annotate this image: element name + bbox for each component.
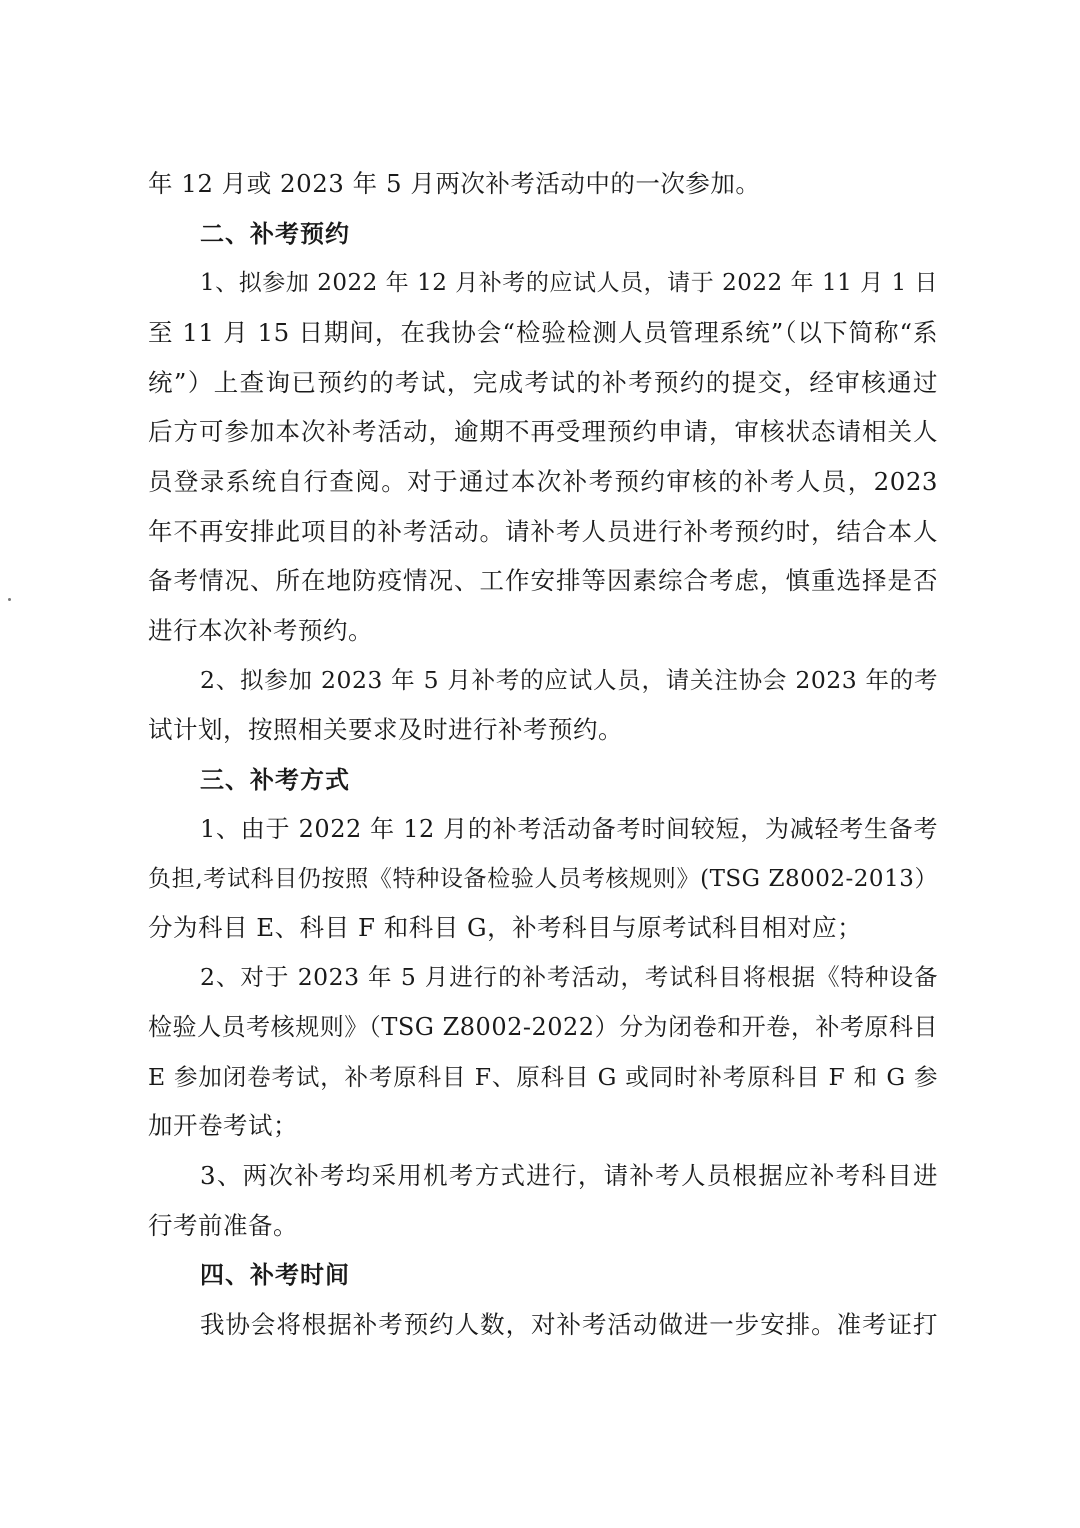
paragraph-line: 我协会将根据补考预约人数，对补考活动做进一步安排。准考证打	[200, 1310, 938, 1339]
section-heading-appointment: 二、补考预约	[200, 220, 350, 248]
paragraph-line: 2、对于 2023 年 5 月进行的补考活动，考试科目将根据《特种设备	[200, 963, 938, 991]
paragraph-line: 2、拟参加 2023 年 5 月补考的应试人员，请关注协会 2023 年的考	[200, 666, 938, 694]
paragraph-line: 加开卷考试；	[148, 1111, 298, 1140]
paragraph-line: 进行本次补考预约。	[148, 616, 373, 645]
paragraph-line: E 参加闭卷考试，补考原科目 F、原科目 G 或同时补考原科目 F 和 G 参	[148, 1063, 938, 1091]
paragraph-line: 年不再安排此项目的补考活动。请补考人员进行补考预约时，结合本人	[148, 517, 938, 546]
paragraph-line: 检验人员考核规则》（TSG Z8002-2022）分为闭卷和开卷，补考原科目	[148, 1013, 938, 1041]
paragraph-line: 行考前准备。	[148, 1211, 298, 1240]
section-heading-time: 四、补考时间	[200, 1261, 350, 1289]
paragraph-line: 至 11 月 15 日期间，在我协会“检验检测人员管理系统”（以下简称“系	[148, 318, 938, 347]
paragraph-line: 1、由于 2022 年 12 月的补考活动备考时间较短，为减轻考生备考	[200, 815, 938, 843]
scan-speck	[8, 598, 11, 601]
section-heading-method: 三、补考方式	[200, 766, 350, 794]
paragraph-line: 负担,考试科目仍按照《特种设备检验人员考核规则》(TSG Z8002-2013）	[148, 866, 938, 892]
paragraph-line: 3、两次补考均采用机考方式进行，请补考人员根据应补考科目进	[200, 1161, 938, 1190]
paragraph-line: 备考情况、所在地防疫情况、工作安排等因素综合考虑，慎重选择是否	[148, 566, 938, 595]
paragraph-line: 年 12 月或 2023 年 5 月两次补考活动中的一次参加。	[148, 169, 761, 198]
paragraph-line: 后方可参加本次补考活动，逾期不再受理预约申请，审核状态请相关人	[148, 417, 938, 446]
paragraph-line: 统”）上查询已预约的考试，完成考试的补考预约的提交，经审核通过	[148, 368, 938, 397]
paragraph-line: 1、拟参加 2022 年 12 月补考的应试人员，请于 2022 年 11 月 1 日	[200, 270, 938, 296]
paragraph-line: 分为科目 E、科目 F 和科目 G，补考科目与原考试科目相对应；	[148, 913, 863, 942]
paragraph-line: 员登录系统自行查阅。对于通过本次补考预约审核的补考人员，2023	[148, 467, 938, 496]
paragraph-line: 试计划，按照相关要求及时进行补考预约。	[148, 715, 623, 744]
